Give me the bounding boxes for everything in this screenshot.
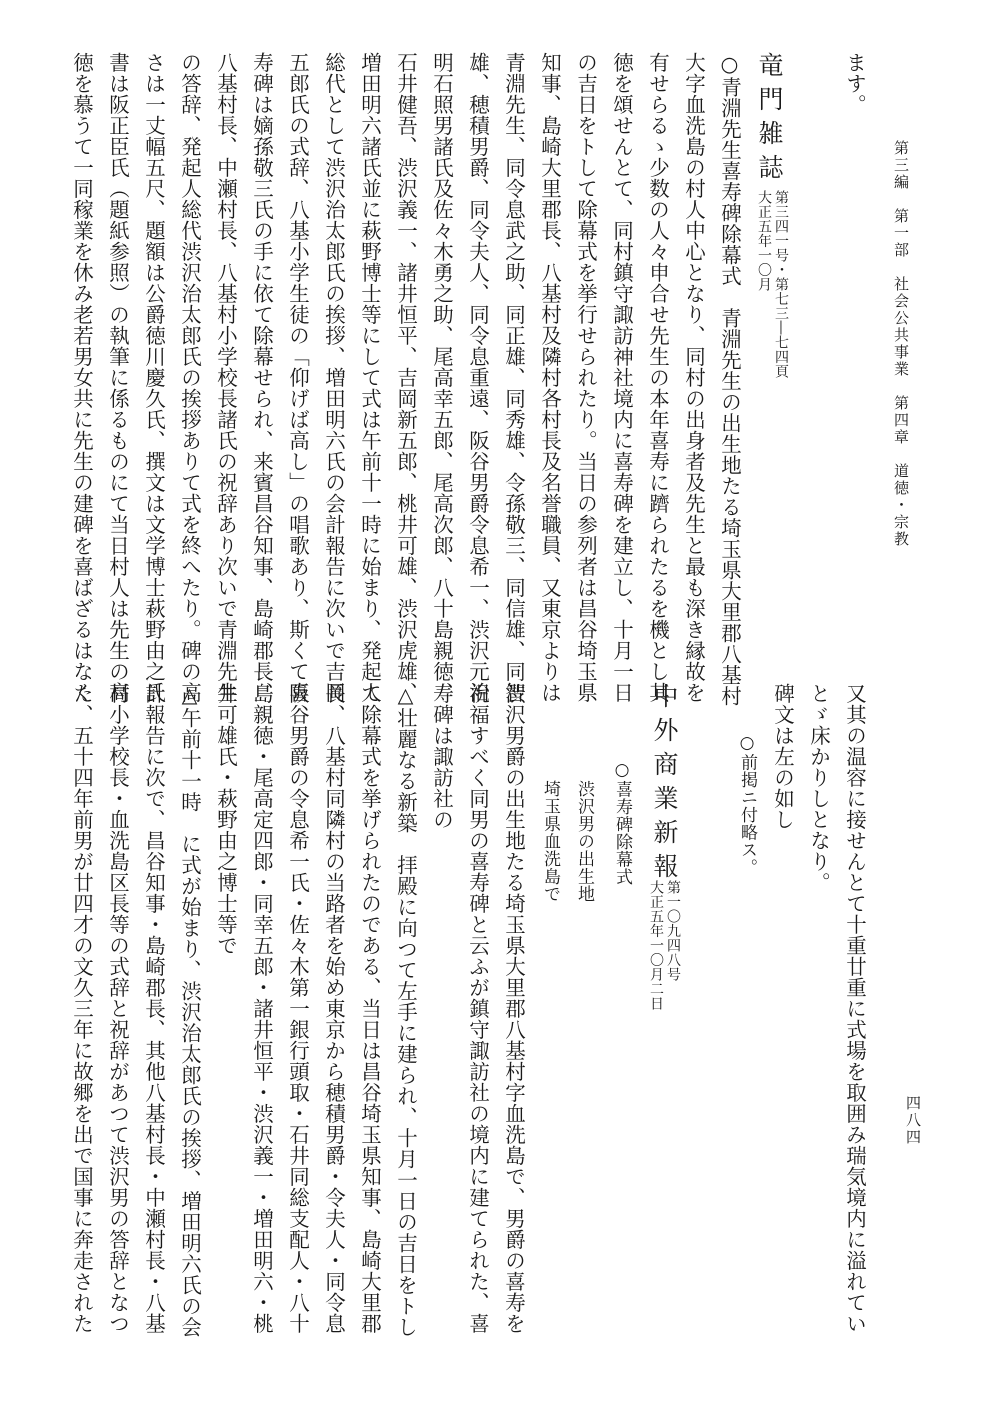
body-line: 長、八基村同隣村の当路者を始め東京から穂積男爵・令夫人・同令息 (321, 683, 346, 1334)
lead-line: とゞ床かりしとなり。 (806, 683, 831, 893)
body-line: 増田明六諸氏並に萩野博士等にして式は午前十一時に始まり、発起人 (357, 52, 382, 703)
page-number: 四八四 (904, 1095, 922, 1146)
body-line: 大字血洗島の村人中心となり、同村の出身者及先生と最も深き縁故を (681, 52, 706, 703)
body-line: 徳を頌せんとて、同村鎮守諏訪神社境内に喜寿碑を建立し、十月一日 (609, 52, 634, 703)
body-line: △壮麗なる新築 拝殿に向つて左手に建られ、十月一日の吉日をトし (393, 683, 418, 1338)
source-date-ryumon: 大正五年一〇月 (756, 190, 772, 292)
body-line: て除幕式を挙げられたのである、当日は昌谷埼玉県知事、島崎大里郡 (357, 683, 382, 1334)
source-date-chugai: 大正五年一〇月二日 (648, 880, 664, 1011)
body-line: 島親徳・尾高定四郎・同幸五郎・諸井恒平・渋沢義一・増田明六・桃 (249, 683, 274, 1334)
body-line: 渋沢男爵の出生地たる埼玉県大里郡八基村字血洗島で、男爵の喜寿を (501, 683, 526, 1334)
body-line: さは一丈幅五尺、題額は公爵徳川慶久氏、撰文は文学博士萩野由之氏 (141, 52, 166, 703)
subhead: 渋沢男の出生地 (574, 780, 594, 903)
body-line: の答辞、発起人総代渋沢治太郎氏の挨拶ありて式を終へたり。碑の高 (177, 52, 202, 703)
body-line: た、五十四年前男が廿四才の文久三年に故郷を出で国事に奔走された (69, 683, 94, 1334)
body-line: 徳を慕うて一同稼業を休み老若男女共に先生の建碑を喜ばざるはなく (69, 52, 94, 703)
running-header: 第三編 第一部 社会公共事業 第四章 道徳・宗教 (892, 140, 910, 548)
body-line: の吉日をトして除幕式を挙行せられたり。当日の参列者は昌谷埼玉県 (573, 52, 598, 703)
body-line: 五郎氏の式辞、八基小学生徒の「仰げば高し」の唱歌あり、斯くて喜 (285, 52, 310, 703)
body-line: 計報告に次で、昌谷知事・島崎郡長、其他八基村長・中瀬村長・八基 (141, 683, 166, 1334)
body-line: 有せらるゝ少数の人々申合せ先生の本年喜寿に躋られたるを機とし其 (645, 52, 670, 703)
body-line: 書は阪正臣氏（題紙参照）の執筆に係るものにて当日村人は先生の高 (105, 52, 130, 703)
source-issue-chugai: 第一〇九四八号 (665, 880, 681, 982)
subhead: 埼玉県血洗島で (540, 780, 560, 903)
source-issue-ryumon: 第三四一号・第七三―七四頁 (773, 190, 789, 379)
body-line: 阪谷男爵の令息希一氏・佐々木第一銀行頭取・石井同総支配人・八十 (285, 683, 310, 1334)
body-line: 寿碑は諏訪社の (429, 683, 454, 830)
body-line: 村小学校長・血洗島区長等の式辞と祝辞があつて渋沢男の答辞となつ (105, 683, 130, 1334)
body-line: 総代として渋沢治太郎氏の挨拶、増田明六氏の会計報告に次いで吉岡 (321, 52, 346, 703)
source-title-ryumon: 竜門雑誌 (755, 52, 784, 188)
body-line: 明石照男諸氏及佐々木勇之助、尾高幸五郎、尾高次郎、八十島親徳、 (429, 52, 454, 703)
inscription-label: 碑文は左の如し (770, 683, 795, 830)
source-title-chugai: 中外商業新報 (650, 683, 679, 887)
body-line: 青淵先生、同令息武之助、同正雄、同秀雄、令孫敬三、同信雄、同智 (501, 52, 526, 703)
body-line: 寿碑は嫡孫敬三氏の手に依て除幕せられ、来賓昌谷知事、島崎郡長、 (249, 52, 274, 703)
body-line: 祝福すべく同男の喜寿碑と云ふが鎮守諏訪社の境内に建てられた、喜 (465, 683, 490, 1334)
body-line: 八基村長、中瀬村長、八基村小学校長諸氏の祝辞あり次いで青淵先生 (213, 52, 238, 703)
opening-line: ます。 (842, 52, 867, 115)
body-line: 雄、穂積男爵、同令夫人、同令息重遠、阪谷男爵令息希一、渋沢元治 (465, 52, 490, 703)
body-line: 井可雄氏・萩野由之博士等で (213, 683, 238, 956)
body-line: ○青淵先生喜寿碑除幕式 青淵先生の出生地たる埼玉県大里郡八基村 (717, 52, 742, 707)
lead-line: 又其の温容に接せんとて十重廿重に式場を取囲み瑞気境内に溢れてい (842, 683, 867, 1334)
body-line: 知事、島崎大里郡長、八基村及隣村各村長及名誉職員、又東京よりは (537, 52, 562, 703)
body-line: 石井健吾、渋沢義一、諸井恒平、吉岡新五郎、桃井可雄、渋沢虎雄、 (393, 52, 418, 703)
body-line: △午前十一時 に式が始まり、渋沢治太郎氏の挨拶、増田明六氏の会 (177, 683, 202, 1338)
article-title: ○喜寿碑除幕式 (612, 760, 632, 886)
omission-note: ○前掲ニ付略ス。 (737, 733, 757, 876)
